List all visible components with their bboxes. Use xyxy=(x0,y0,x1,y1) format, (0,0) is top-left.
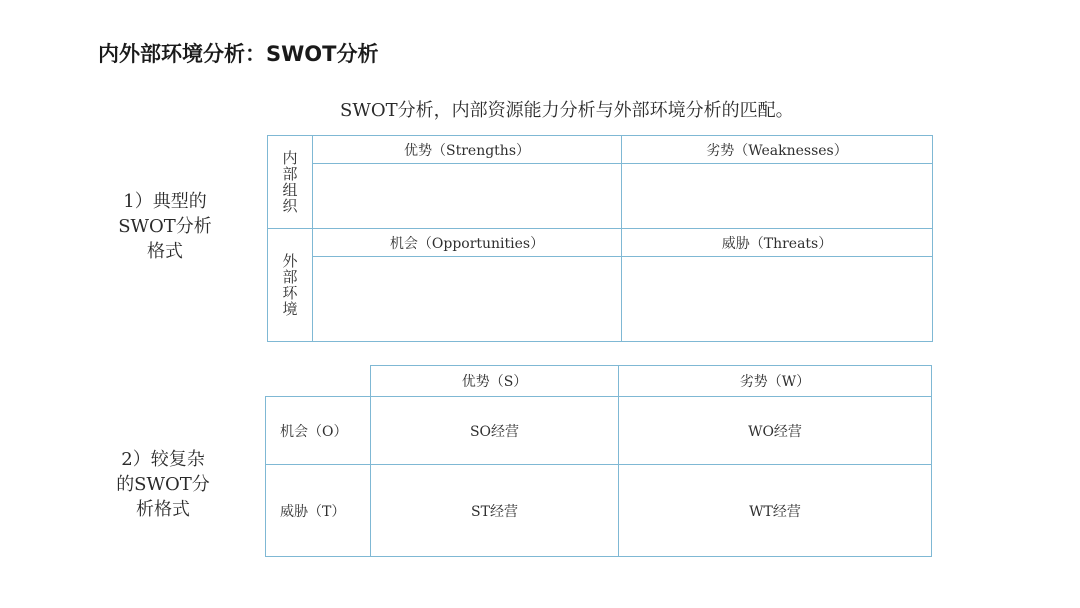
col-strengths-header: 优势（S） xyxy=(371,366,619,397)
opportunities-header: 机会（Opportunities） xyxy=(313,229,622,257)
strengths-header: 优势（Strengths） xyxy=(313,136,622,164)
strengths-cell xyxy=(313,164,622,229)
external-env-label: 外 部 环 境 xyxy=(268,229,313,342)
wt-cell: WT经营 xyxy=(619,465,932,557)
section2-label-line: 析格式 xyxy=(136,499,190,520)
page-title: 内外部环境分析：SWOT分析 xyxy=(98,42,379,66)
section1-label-line: 1）典型的 xyxy=(123,191,207,212)
swot-typical-table xyxy=(267,135,933,342)
section1-label xyxy=(100,189,230,264)
threats-cell xyxy=(622,257,933,342)
corner-cell xyxy=(266,366,371,397)
wo-cell: WO经营 xyxy=(619,397,932,465)
threats-header: 威胁（Threats） xyxy=(622,229,933,257)
section1-label-line: SWOT分析 xyxy=(118,216,212,237)
st-cell: ST经营 xyxy=(371,465,619,557)
row-threats-label: 威胁（T） xyxy=(266,465,371,557)
swot-complex-table xyxy=(265,365,932,557)
section2-label-line: 2）较复杂 xyxy=(121,449,205,470)
weaknesses-header: 劣势（Weaknesses） xyxy=(622,136,933,164)
opportunities-cell xyxy=(313,257,622,342)
row-opportunities-label: 机会（O） xyxy=(266,397,371,465)
col-weaknesses-header: 劣势（W） xyxy=(619,366,932,397)
weaknesses-cell xyxy=(622,164,933,229)
internal-org-label: 内 部 组 织 xyxy=(268,136,313,229)
section1-label-line: 格式 xyxy=(147,241,183,262)
section2-label-line: 的SWOT分 xyxy=(116,474,210,495)
section2-label xyxy=(98,447,228,522)
so-cell: SO经营 xyxy=(371,397,619,465)
page-subtitle: SWOT分析，内部资源能力分析与外部环境分析的匹配。 xyxy=(340,100,794,121)
